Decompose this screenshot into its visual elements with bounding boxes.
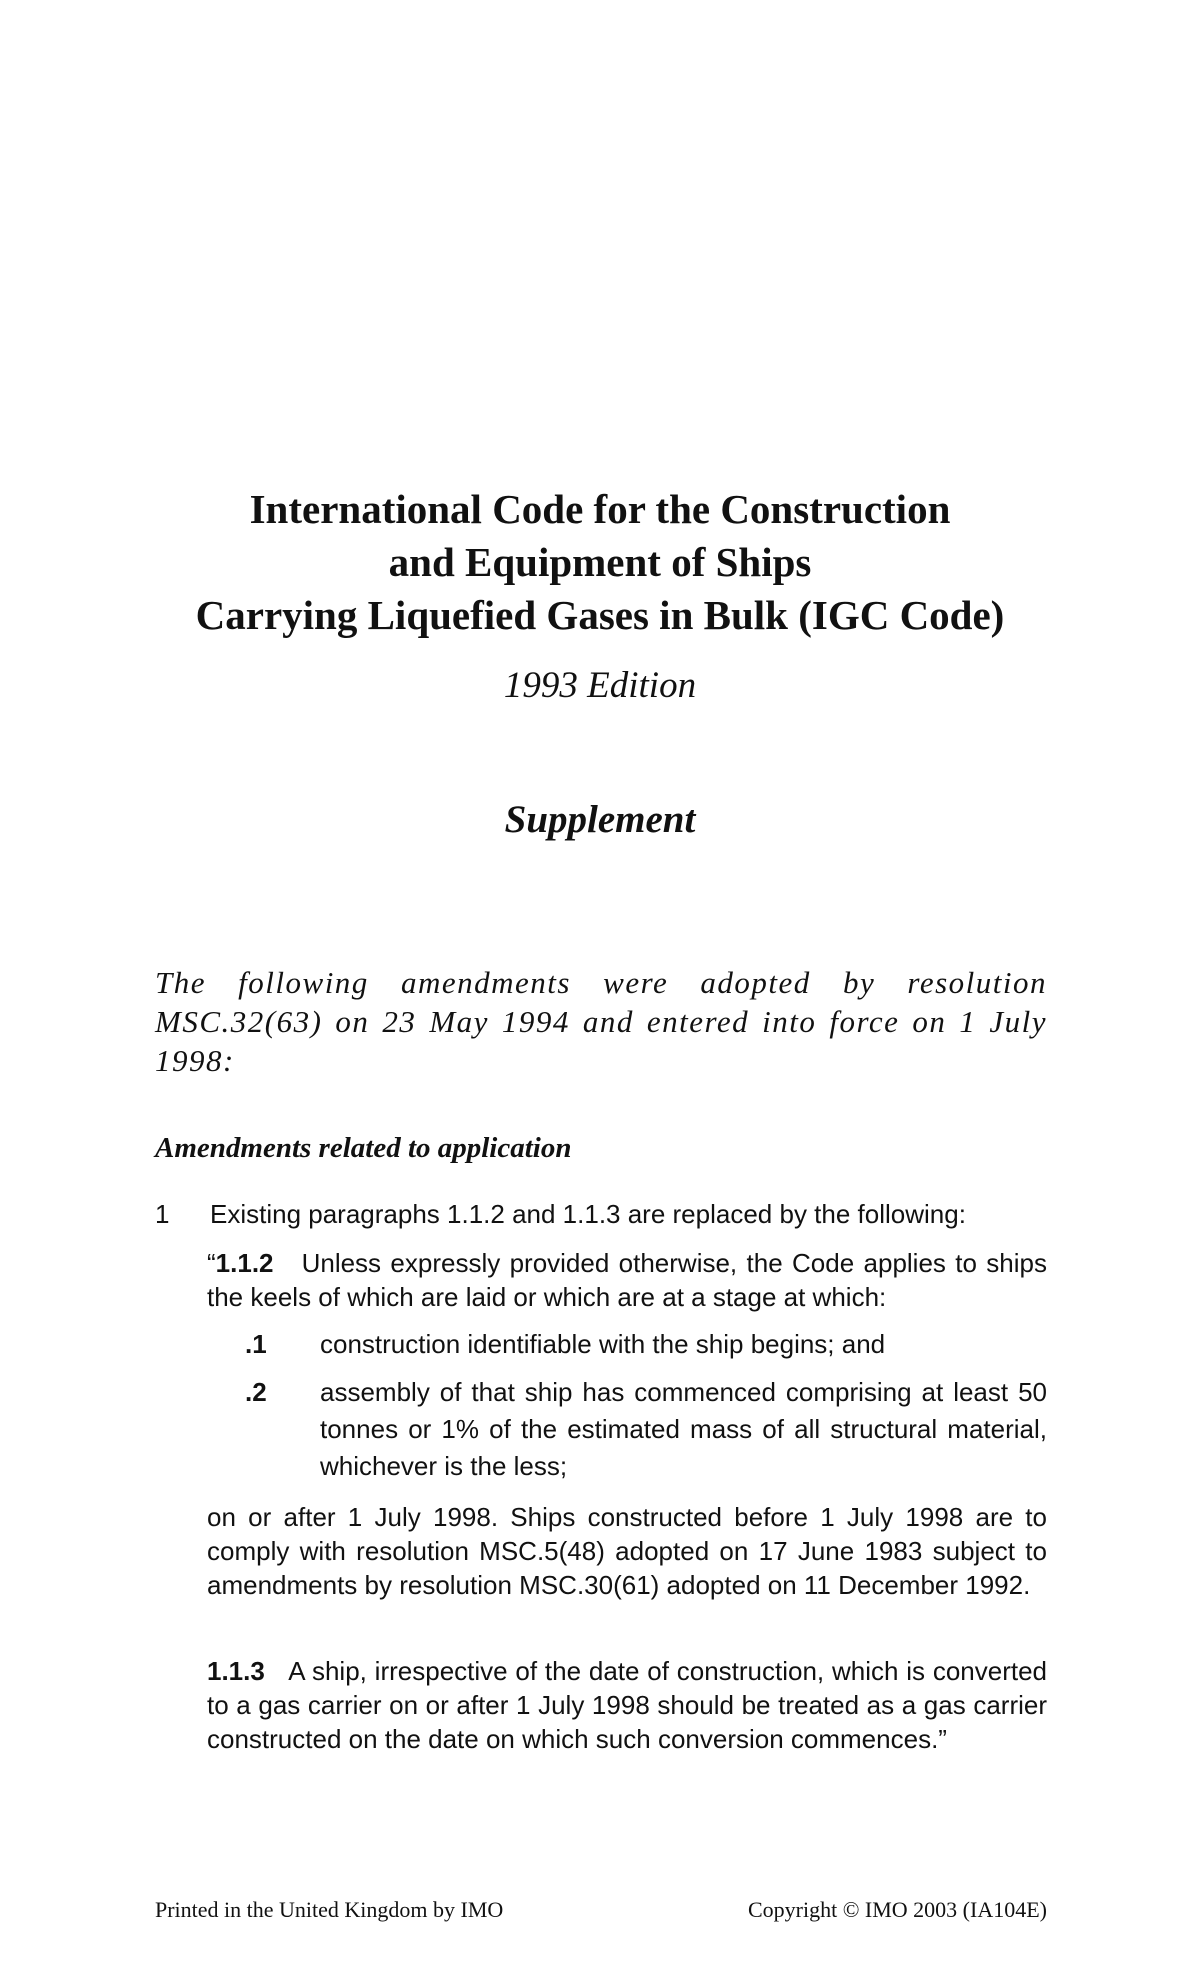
- subitem-number: .1: [245, 1329, 267, 1359]
- section-heading: Amendments related to application: [155, 1132, 572, 1164]
- footer-copyright: Copyright © IMO 2003 (IA104E): [747, 1897, 1047, 1922]
- paragraph-1-1-2: [207, 1246, 1047, 1314]
- title-line-3: Carrying Liquefied Gases in Bulk (IGC Code): [195, 592, 1005, 638]
- footer-printed: Printed in the United Kingdom by IMO: [155, 1897, 504, 1922]
- supplement-heading: Supplement: [504, 798, 696, 841]
- intro-paragraph: The following amendments were adopted by resolution MSC.32(63) on 23 May 1994 and entered into force on 1 July 1998:: [155, 965, 1047, 1078]
- edition-label: 1993 Edition: [503, 665, 697, 706]
- subitem-number: .2: [245, 1377, 267, 1407]
- paragraph-continuation: on or after 1 July 1998. Ships constructed before 1 July 1998 are to comply with resolution MSC.5(48) adopted on 17 June 1983 subject to amendments by resolution MSC.30(61) adopted on 11 December 1992.: [207, 1502, 1047, 1600]
- paragraph-text: A ship, irrespective of the date of construction, which is converted to a gas carrier on or after 1 July 1998 should be treated as a gas carrier constructed on the date on which such conversion commences.”: [207, 1656, 1048, 1754]
- subitem-text: construction identifiable with the ship begins; and: [320, 1329, 886, 1359]
- open-quote: “: [207, 1248, 216, 1278]
- paragraph-label: 1.1.2: [215, 1248, 274, 1278]
- title-line-1: International Code for the Construction: [249, 486, 951, 532]
- title-line-2: and Equipment of Ships: [388, 539, 812, 585]
- item-number: 1: [155, 1199, 170, 1229]
- subitem-text: assembly of that ship has commenced comprising at least 50 tonnes or 1% of the estimated mass of all structural material, whichever is the less;: [320, 1377, 1047, 1481]
- paragraph-1-1-3: [207, 1654, 1047, 1756]
- document-title: [100, 483, 1100, 642]
- paragraph-label: 1.1.3: [207, 1656, 265, 1686]
- item-text: Existing paragraphs 1.1.2 and 1.1.3 are replaced by the following:: [210, 1199, 966, 1229]
- paragraph-text: Unless expressly provided otherwise, the Code applies to ships the keels of which are laid or which are at a stage at which:: [207, 1248, 1048, 1312]
